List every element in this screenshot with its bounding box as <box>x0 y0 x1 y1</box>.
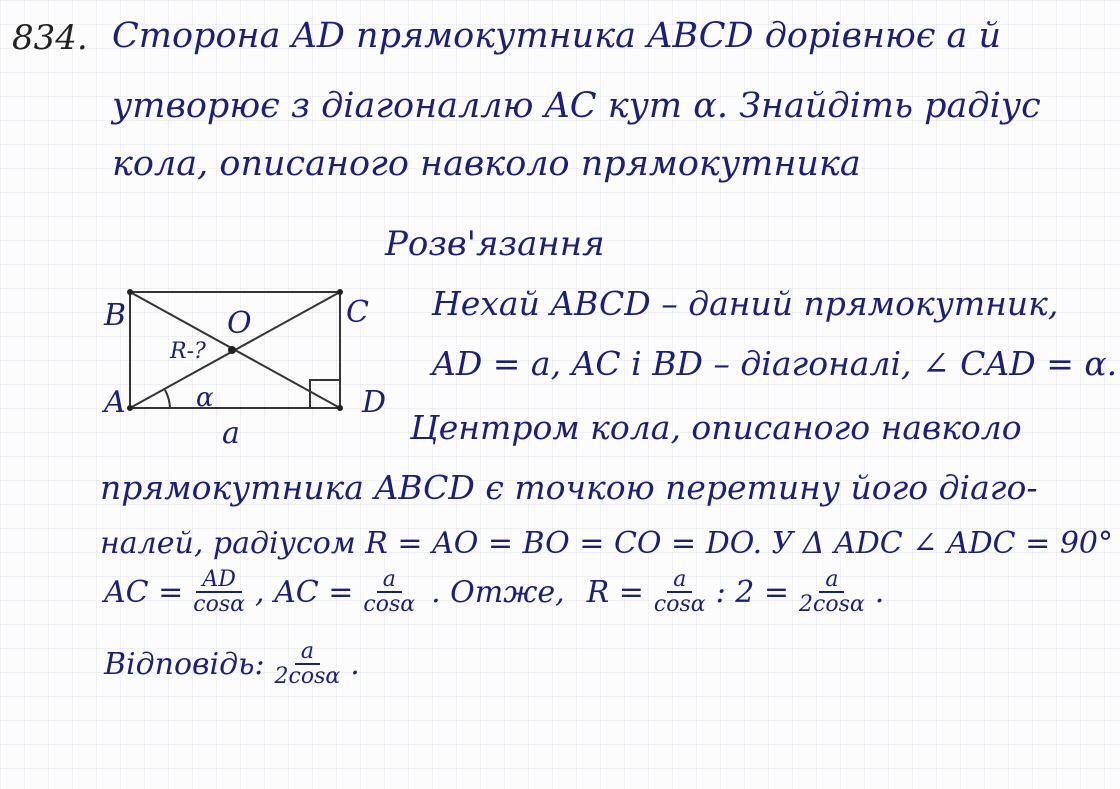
fraction-numerator: a <box>295 640 320 665</box>
fraction-denominator: cosα <box>653 592 706 618</box>
problem-line-1: Сторона AD прямокутника ABCD дорівнює a й <box>112 16 1002 56</box>
formula-line: AC = $\frac{AD}{\cos\alpha}$ , AC = $\frac{a}{\cos\alpha}$ . Отже, R = $\frac{a}{\cos\alpha}$ : 2 = $\frac{a}{2\cos\alpha}$ . <box>104 567 885 618</box>
label-o: O <box>227 306 252 341</box>
fraction-numerator: a <box>667 568 692 593</box>
answer-line: Відповідь: $\frac{a}{2\cos\alpha}$ . <box>104 639 360 690</box>
fraction-denominator: cosα <box>363 592 416 618</box>
fraction-a-over-cos <box>357 568 421 616</box>
fraction-r <box>648 568 712 616</box>
label-d: D <box>362 385 387 420</box>
solution-heading: Розв'язання <box>385 224 605 264</box>
fraction-denominator: 2cosα <box>799 592 865 618</box>
answer-fraction <box>269 640 347 688</box>
problem-number: 834. <box>12 18 88 58</box>
r-label: R = <box>586 574 644 610</box>
fraction-numerator: a <box>377 568 402 593</box>
solution-line-1: Нехай ABCD – даний прямокутник, <box>432 284 1059 323</box>
solution-line-3: Центром кола, описаного навколо <box>410 408 1022 447</box>
fraction-denominator: 2cosα <box>274 664 341 690</box>
label-c: C <box>346 295 369 330</box>
label-side-a: a <box>222 416 240 451</box>
label-a: A <box>104 385 126 420</box>
label-b: B <box>104 298 127 333</box>
therefore-text: . Отже, <box>431 574 565 610</box>
fraction-numerator: a <box>819 568 844 593</box>
problem-line-2: утворює з діагоналлю AC кут α. Знайдіть радіус <box>112 86 1041 126</box>
ac-label-2: , AC = <box>255 574 354 610</box>
ac-label: AC = <box>104 574 184 610</box>
label-r: R-? <box>170 339 206 364</box>
fraction-denominator: cosα <box>193 592 246 618</box>
vertex-a <box>127 405 133 411</box>
divide-by-two: : 2 = <box>715 574 790 610</box>
fraction-ad-over-cos <box>187 568 251 616</box>
vertex-b <box>127 289 133 295</box>
angle-alpha-arc <box>165 390 170 408</box>
answer-label: Відповідь: <box>104 646 265 682</box>
solution-line-5: налей, радіусом R = AO = BO = CO = DO. У Δ ADC ∠ ADC = 90° <box>100 526 1114 561</box>
label-alpha: α <box>196 383 214 413</box>
vertex-d <box>337 405 343 411</box>
fraction-numerator: AD <box>196 568 242 593</box>
solution-line-2: AD = a, AC і BD – діагоналі, ∠ CAD = α. <box>432 344 1118 383</box>
fraction-result <box>793 568 871 616</box>
vertex-c <box>337 289 343 295</box>
problem-line-3: кола, описаного навколо прямокутника <box>112 144 861 184</box>
center-o <box>228 346 236 354</box>
solution-line-4: прямокутника ABCD є точкою перетину його діаго- <box>100 468 1038 507</box>
